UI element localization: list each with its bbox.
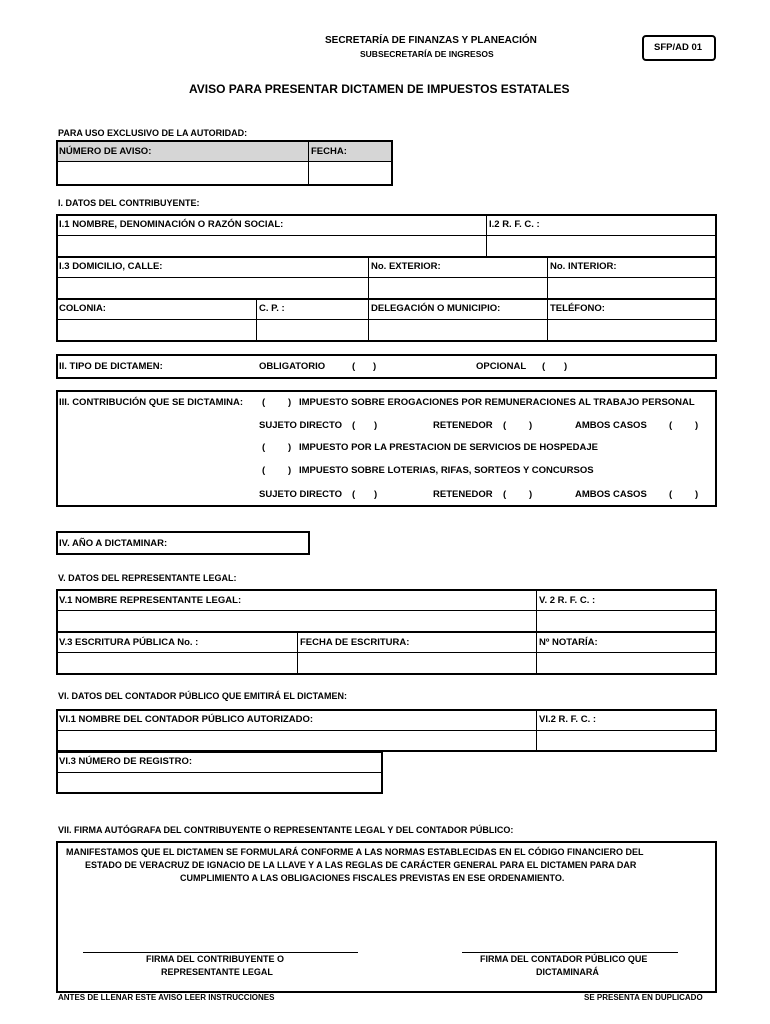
page-title: AVISO PARA PRESENTAR DICTAMEN DE IMPUESTOS ESTATALES — [189, 82, 570, 96]
sujeto-open-2[interactable]: ( — [352, 489, 356, 500]
retenedor-label-2: RETENEDOR — [433, 489, 493, 500]
declaracion-2: ESTADO DE VERACRUZ DE IGNACIO DE LA LLAVE Y A LAS REGLAS DE CARÁCTER GENERAL PARA EL DICTAMEN PARA DAR — [85, 860, 637, 870]
obligatorio-close[interactable]: ) — [373, 361, 377, 372]
contador-nombre-field[interactable] — [57, 731, 535, 750]
rfc-label: I.2 R. F. C. : — [489, 219, 540, 230]
nombre-label: I.1 NOMBRE, DENOMINACIÓN O RAZÓN SOCIAL: — [59, 219, 284, 230]
divider — [486, 214, 487, 256]
interior-field[interactable] — [549, 278, 715, 297]
retenedor-close-1[interactable]: ) — [529, 420, 533, 431]
authority-label: PARA USO EXCLUSIVO DE LA AUTORIDAD: — [58, 128, 248, 138]
contador-rfc-label: VI.2 R. F. C. : — [539, 714, 597, 725]
firma-contador-1: FIRMA DEL CONTADOR PÚBLICO QUE — [480, 954, 648, 964]
divider — [536, 589, 537, 675]
cp-label: C. P. : — [259, 303, 285, 314]
cp-field[interactable] — [258, 320, 367, 340]
sec7-title: VII. FIRMA AUTÓGRAFA DEL CONTRIBUYENTE O REPRESENTANTE LEGAL Y DEL CONTADOR PÚBLICO: — [58, 825, 514, 835]
rep-nombre-label: V.1 NOMBRE REPRESENTANTE LEGAL: — [59, 595, 242, 606]
divider — [56, 298, 717, 300]
exterior-label: No. EXTERIOR: — [371, 261, 441, 272]
footer-instrucciones: ANTES DE LLENAR ESTE AVISO LEER INSTRUCCIONES — [58, 993, 275, 1002]
sujeto-close-2[interactable]: ) — [374, 489, 378, 500]
fecha-label: FECHA: — [311, 146, 347, 157]
sec5-title: V. DATOS DEL REPRESENTANTE LEGAL: — [58, 573, 237, 583]
escritura-field[interactable] — [57, 653, 296, 673]
imp2-close[interactable]: ) — [288, 442, 292, 453]
sujeto-label-1: SUJETO DIRECTO — [259, 420, 343, 431]
anio-label: IV. AÑO A DICTAMINAR: — [59, 538, 168, 549]
divider — [256, 298, 257, 342]
opcional-label: OPCIONAL — [476, 361, 527, 372]
fecha-field[interactable] — [309, 162, 391, 184]
delegacion-label: DELEGACIÓN O MUNICIPIO: — [371, 303, 501, 314]
signature-line-contador[interactable] — [462, 952, 678, 953]
tipo-dictamen-label: II. TIPO DE DICTAMEN: — [59, 361, 163, 372]
firma-contribuyente-1: FIRMA DEL CONTRIBUYENTE O — [146, 954, 285, 964]
imp2-label: IMPUESTO POR LA PRESTACION DE SERVICIOS DE HOSPEDAJE — [299, 442, 598, 453]
sec6-title: VI. DATOS DEL CONTADOR PÚBLICO QUE EMITIRÁ EL DICTAMEN: — [58, 691, 348, 701]
rep-rfc-label: V. 2 R. F. C. : — [539, 595, 596, 606]
firma-contador-2: DICTAMINARÁ — [536, 967, 599, 977]
notaria-label: Nº NOTARÍA: — [539, 637, 598, 648]
footer-duplicado: SE PRESENTA EN DUPLICADO — [584, 993, 703, 1002]
ambos-label-1: AMBOS CASOS — [575, 420, 647, 431]
contador-rfc-field[interactable] — [538, 731, 715, 750]
rep-rfc-field[interactable] — [538, 611, 715, 630]
divider — [297, 631, 298, 675]
opcional-close[interactable]: ) — [564, 361, 568, 372]
fecha-escritura-label: FECHA DE ESCRITURA: — [300, 637, 410, 648]
obligatorio-open[interactable]: ( — [352, 361, 356, 372]
contador-nombre-label: VI.1 NOMBRE DEL CONTADOR PÚBLICO AUTORIZADO: — [59, 714, 314, 725]
rfc-field[interactable] — [488, 236, 715, 255]
notaria-field[interactable] — [538, 653, 715, 673]
divider — [368, 256, 369, 342]
fecha-escritura-field[interactable] — [299, 653, 535, 673]
exterior-field[interactable] — [370, 278, 546, 297]
imp1-close[interactable]: ) — [288, 397, 292, 408]
registro-label: VI.3 NÚMERO DE REGISTRO: — [59, 756, 193, 767]
telefono-field[interactable] — [549, 320, 715, 340]
divider — [56, 631, 717, 633]
declaracion-1: MANIFESTAMOS QUE EL DICTAMEN SE FORMULARÁ CONFORME A LAS NORMAS ESTABLECIDAS EN EL CÓDIGO FINANCIERO DEL — [66, 847, 644, 857]
form-code: SFP/AD 01 — [654, 42, 703, 53]
signature-line-contribuyente[interactable] — [83, 952, 358, 953]
numero-aviso-field[interactable] — [57, 162, 307, 184]
retenedor-label-1: RETENEDOR — [433, 420, 493, 431]
nombre-field[interactable] — [57, 236, 485, 255]
ambos-label-2: AMBOS CASOS — [575, 489, 647, 500]
ambos-open-2[interactable]: ( — [669, 489, 673, 500]
anio-field[interactable] — [175, 533, 307, 553]
obligatorio-label: OBLIGATORIO — [259, 361, 326, 372]
imp3-open[interactable]: ( — [262, 465, 266, 476]
header-subsecretaria: SUBSECRETARÍA DE INGRESOS — [360, 49, 494, 59]
registro-field[interactable] — [57, 773, 381, 792]
telefono-label: TELÉFONO: — [550, 303, 605, 314]
retenedor-close-2[interactable]: ) — [529, 489, 533, 500]
sujeto-label-2: SUJETO DIRECTO — [259, 489, 343, 500]
imp3-close[interactable]: ) — [288, 465, 292, 476]
declaracion-3: CUMPLIMIENTO A LAS OBLIGACIONES FISCALES PREVISTAS EN ESE ORDENAMIENTO. — [180, 873, 565, 883]
sujeto-open-1[interactable]: ( — [352, 420, 356, 431]
imp2-open[interactable]: ( — [262, 442, 266, 453]
imp3-label: IMPUESTO SOBRE LOTERIAS, RIFAS, SORTEOS Y CONCURSOS — [299, 465, 594, 476]
divider — [56, 256, 717, 258]
numero-aviso-label: NÚMERO DE AVISO: — [59, 146, 152, 157]
opcional-open[interactable]: ( — [542, 361, 546, 372]
sec1-title: I. DATOS DEL CONTRIBUYENTE: — [58, 198, 200, 208]
delegacion-field[interactable] — [370, 320, 546, 340]
ambos-open-1[interactable]: ( — [669, 420, 673, 431]
imp1-label: IMPUESTO SOBRE EROGACIONES POR REMUNERACIONES AL TRABAJO PERSONAL — [299, 397, 695, 408]
retenedor-open-1[interactable]: ( — [503, 420, 507, 431]
contribucion-label: III. CONTRIBUCIÓN QUE SE DICTAMINA: — [59, 397, 244, 408]
retenedor-open-2[interactable]: ( — [503, 489, 507, 500]
firma-contribuyente-2: REPRESENTANTE LEGAL — [161, 967, 273, 977]
divider — [536, 709, 537, 752]
escritura-label: V.3 ESCRITURA PÚBLICA No. : — [59, 637, 199, 648]
colonia-label: COLONIA: — [59, 303, 106, 314]
imp1-open[interactable]: ( — [262, 397, 266, 408]
rep-nombre-field[interactable] — [57, 611, 535, 630]
sujeto-close-1[interactable]: ) — [374, 420, 378, 431]
ambos-close-1[interactable]: ) — [695, 420, 699, 431]
ambos-close-2[interactable]: ) — [695, 489, 699, 500]
colonia-field[interactable] — [57, 320, 255, 340]
divider — [547, 256, 548, 342]
header-secretaria: SECRETARÍA DE FINANZAS Y PLANEACIÓN — [325, 35, 537, 46]
interior-label: No. INTERIOR: — [550, 261, 617, 272]
domicilio-field[interactable] — [57, 278, 367, 297]
domicilio-label: I.3 DOMICILIO, CALLE: — [59, 261, 163, 272]
